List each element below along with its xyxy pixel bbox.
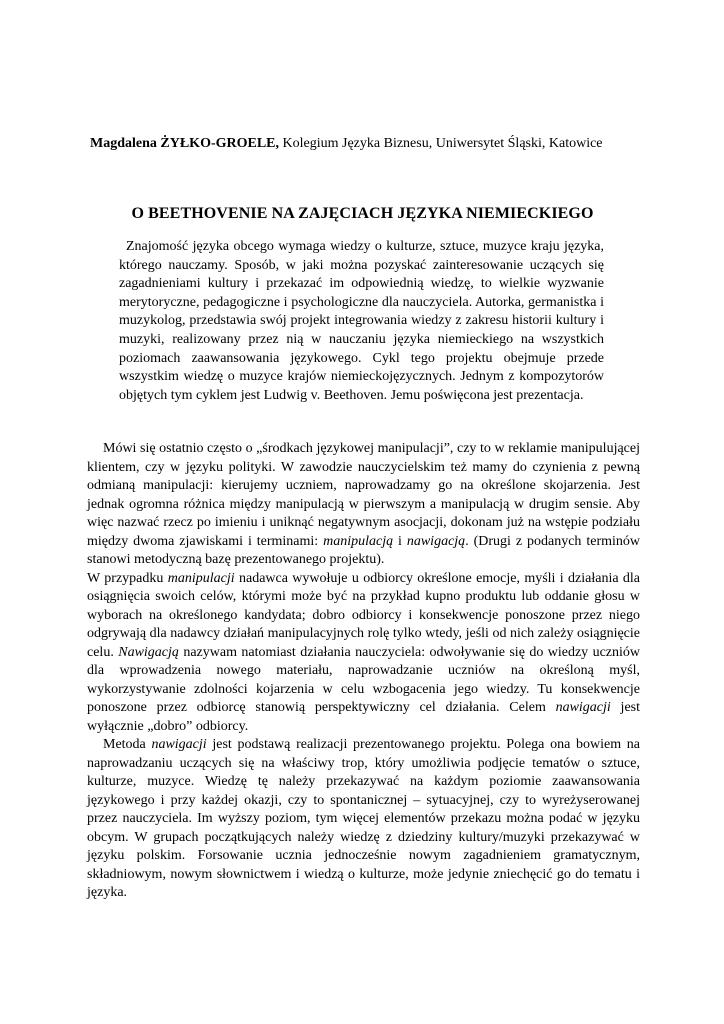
author-name: Magdalena ŻYŁKO-GROELE,: [90, 136, 280, 151]
paragraph-3-text-a: Metoda: [103, 737, 152, 752]
paragraph-1-text-a: Mówi się ostatnio często o „środkach językowej manipulacji”, czy to w reklamie manipulującej klientem, czy w języku polityki. W zawodzie nauczycielskim też mamy do czynienia z pewną odmianą manipulacji: kierujemy uczniem, naprowadzamy go na określone skojarzenia. Jest jednak ogromna różnica między manipulacją w pierwszym a manipulacją w drugim sensie. Aby więc nazwać rzecz po imieniu i uniknąć negatywnym asocjacji, dokonam już na wstępie podziału między dwoma zjawiskami i terminami:: [87, 441, 640, 549]
paragraph-1: [87, 440, 640, 570]
paragraph-2: [87, 570, 640, 737]
paragraph-2-text-c: nazywam natomiast działania nauczyciela: odwoływanie się do wiedzy uczniów dla wprowadzenia nowego materiału, naprowadzanie uczniów na określoną myśl, wykorzystywanie zdolności kojarzenia w celu wzbogacenia jego wiedzy. Tu konsekwencje ponoszone przez odbiorcę stanowią perspektywiczny cel działania. Celem: [87, 644, 640, 715]
author-affiliation-line: [90, 135, 650, 153]
term-nawigacja-2: Nawigacją: [118, 644, 179, 660]
body-text: [87, 440, 640, 903]
paragraph-1-text-c: . (Drugi z podanych terminów stanowi metodyczną bazę prezentowanego projektu).: [87, 533, 640, 567]
paragraph-3-text-b: jest podstawą realizacji prezentowanego projektu. Polega ona bowiem na naprowadzaniu uczących się na właściwy trop, który umożliwia podjęcie tematów o sztuce, kulturze, muzyce. Wiedzę tę należy przekazywać na każdym poziomie zaawansowania językowego i przy każdej okazji, czy to spontanicznej – sytuacyjnej, czy to wyreżyserowanej przez nauczyciela. Im wyższy poziom, tym więcej elementów przekazu można podać w języku obcym. W grupach początkujących należy wiedzę z dziedziny kultury/muzyki przekazywać w języku polskim. Forsowanie ucznia jednocześnie nowym zagadnieniem gramatycznym, składniowym, nowym słownictwem i wiedzą o kulturze, może jedynie zniechęcić go do tematu i języka.: [87, 737, 640, 900]
paragraph-3: [87, 736, 640, 903]
paper-title: O BEETHOVENIE NA ZAJĘCIACH JĘZYKA NIEMIECKIEGO: [131, 205, 594, 222]
term-manipulacji: manipulacji: [167, 570, 235, 586]
paragraph-2-text-b: nadawca wywołuje u odbiorcy określone emocje, myśli i działania dla osiągnięcia swoich celów, którymi może być na przykład kupno produktu lub oddanie głosu w wyborach na określonego kandydata; dobro odbiorcy i konsekwencje ponoszone przez niego odgrywają dla nadawcy działań manipulacyjnych rolę tylko wtedy, jeśli od nich zależy osiągnięcie celu.: [87, 570, 640, 660]
term-nawigacji-2: nawigacji: [151, 737, 207, 752]
paragraph-1-text-b: i: [393, 533, 407, 549]
affiliation-text: Kolegium Języka Biznesu, Uniwersytet Śląski, Katowice: [279, 136, 603, 151]
paragraph-2-text-a: W przypadku: [87, 570, 168, 586]
term-manipulacja: manipulacją: [323, 533, 394, 549]
term-nawigacji: nawigacji: [555, 700, 611, 715]
abstract-text: Znajomość języka obcego wymaga wiedzy o kulturze, sztuce, muzyce kraju języka, którego nauczamy. Sposób, w jaki można pozyskać zainteresowanie uczących się zagadnieniami kultury i przekazać im odpowiednią wiedzę, to wielkie wyzwanie merytoryczne, pedagogiczne i psychologiczne dla nauczyciela. Autorka, germanistka i muzykolog, przedstawia swój projekt integrowania wiedzy z zakresu historii kultury i muzyki, realizowany przez nią w nauczaniu języka niemieckiego na wszystkich poziomach zaawansowania językowego. Cykl tego projektu obejmuje przede wszystkim wiedzę o muzyce krajów niemieckojęzycznych. Jednym z kompozytorów objętych tym cyklem jest Ludwig v. Beethoven. Jemu poświęcona jest prezentacja.: [119, 239, 604, 403]
abstract: [119, 238, 604, 405]
paragraph-2-text-d: jest wyłącznie „dobro” odbiorcy.: [87, 700, 640, 734]
term-nawigacja: nawigacją: [406, 533, 466, 549]
